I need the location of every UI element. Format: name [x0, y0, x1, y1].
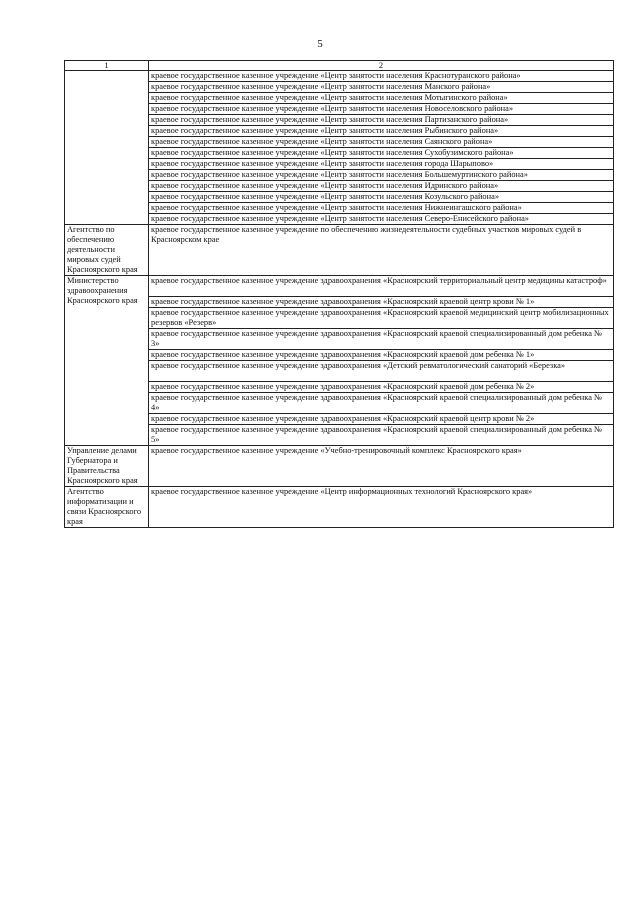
- institution-cell: краевое государственное казенное учреждение здравоохранения «Детский ревматологический санаторий «Березка»: [149, 361, 614, 382]
- institution-cell: краевое государственное казенное учреждение здравоохранения «Красноярский краевой специализированный дом ребенка № 3»: [149, 329, 614, 350]
- institution-cell: краевое государственное казенное учреждение «Центр занятости населения Саянского района»: [149, 137, 614, 148]
- page-number: 5: [317, 38, 323, 50]
- institution-cell: краевое государственное казенное учреждение «Центр занятости населения Краснотуранского района»: [149, 71, 614, 82]
- institution-cell: краевое государственное казенное учреждение «Центр занятости населения Большемуртинского района»: [149, 170, 614, 181]
- table-row: [65, 446, 614, 487]
- institution-cell: краевое государственное казенное учреждение «Учебно-тренировочный комплекс Красноярского края»: [149, 446, 614, 487]
- table-row: [65, 276, 614, 297]
- institution-cell: краевое государственное казенное учреждение здравоохранения «Красноярский краевой центр крови № 2»: [149, 414, 614, 425]
- column-header-2: 2: [149, 61, 614, 71]
- table-header-row: [65, 61, 614, 71]
- institution-cell: краевое государственное казенное учреждение по обеспечению жизнедеятельности судебных участков мировых судей в Красноярском крае: [149, 225, 614, 276]
- institution-cell: краевое государственное казенное учреждение «Центр занятости населения Идринского района»: [149, 181, 614, 192]
- institution-cell: краевое государственное казенное учреждение «Центр занятости населения Рыбинского района»: [149, 126, 614, 137]
- column-header-1: 1: [65, 61, 149, 71]
- institution-cell: краевое государственное казенное учреждение здравоохранения «Красноярский краевой специализированный дом ребенка № 4»: [149, 393, 614, 414]
- agency-cell: Министерство здравоохранения Красноярского края: [65, 276, 149, 446]
- agency-cell: Агентство информатизации и связи Красноярского края: [65, 487, 149, 528]
- institution-cell: краевое государственное казенное учреждение здравоохранения «Красноярский краевой специализированный дом ребенка № 5»: [149, 425, 614, 446]
- institution-cell: краевое государственное казенное учреждение здравоохранения «Красноярский краевой дом ребенка № 2»: [149, 382, 614, 393]
- institution-cell: краевое государственное казенное учреждение здравоохранения «Красноярский краевой медицинский центр мобилизационных резервов «Резерв»: [149, 308, 614, 329]
- table-row: [65, 225, 614, 276]
- institution-cell: краевое государственное казенное учреждение «Центр занятости населения Нижнеингашского района»: [149, 203, 614, 214]
- institution-cell: краевое государственное казенное учреждение «Центр занятости населения Манского района»: [149, 82, 614, 93]
- agency-cell: Агентство по обеспечению деятельности мировых судей Красноярского края: [65, 225, 149, 276]
- institution-cell: краевое государственное казенное учреждение здравоохранения «Красноярский территориальный центр медицины катастроф»: [149, 276, 614, 297]
- institution-cell: краевое государственное казенное учреждение «Центр занятости населения Северо-Енисейского района»: [149, 214, 614, 225]
- institution-cell: краевое государственное казенное учреждение «Центр занятости населения города Шарыпово»: [149, 159, 614, 170]
- institution-cell: краевое государственное казенное учреждение «Центр занятости населения Сухобузимского района»: [149, 148, 614, 159]
- table-row: [65, 487, 614, 528]
- institution-cell: краевое государственное казенное учреждение «Центр занятости населения Мотыгинского района»: [149, 93, 614, 104]
- institution-cell: краевое государственное казенное учреждение здравоохранения «Красноярский краевой центр крови № 1»: [149, 297, 614, 308]
- agency-cell: [65, 71, 149, 225]
- institutions-table: [64, 60, 614, 528]
- institution-cell: краевое государственное казенное учреждение «Центр информационных технологий Красноярского края»: [149, 487, 614, 528]
- institution-cell: краевое государственное казенное учреждение «Центр занятости населения Новоселовского района»: [149, 104, 614, 115]
- agency-cell: Управление делами Губернатора и Правительства Красноярского края: [65, 446, 149, 487]
- institution-cell: краевое государственное казенное учреждение «Центр занятости населения Партизанского района»: [149, 115, 614, 126]
- institution-cell: краевое государственное казенное учреждение здравоохранения «Красноярский краевой дом ребенка № 1»: [149, 350, 614, 361]
- institution-cell: краевое государственное казенное учреждение «Центр занятости населения Козульского района»: [149, 192, 614, 203]
- table-row: [65, 71, 614, 82]
